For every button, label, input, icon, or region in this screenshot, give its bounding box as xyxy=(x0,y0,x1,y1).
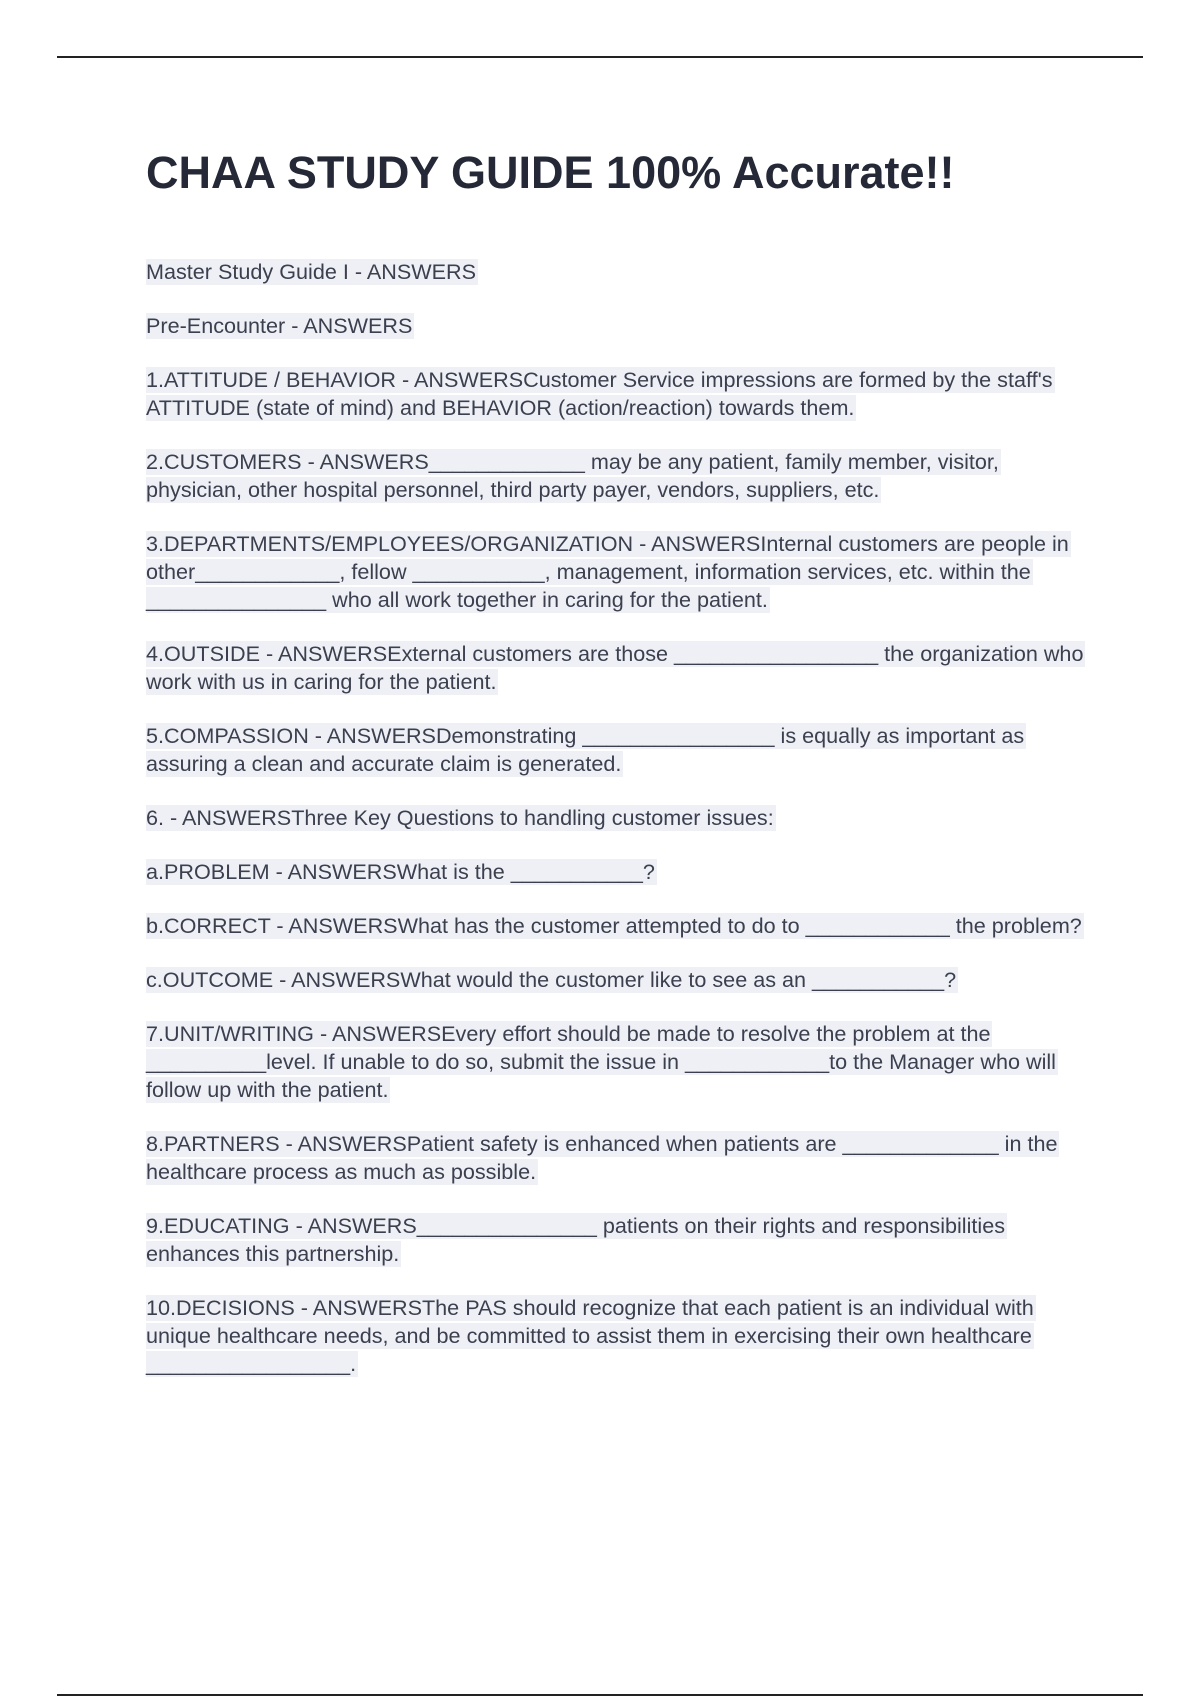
question-item xyxy=(146,858,1096,886)
paragraph-text: 2.CUSTOMERS - ANSWERS_____________ may be any patient, family member, visitor, physician, other hospital personnel, third party payer, vendors, suppliers, etc. xyxy=(146,449,999,502)
paragraph-text: 10.DECISIONS - ANSWERSThe PAS should recognize that each patient is an individual with unique healthcare needs, and be committed to assist them in exercising their own healthcare _________________. xyxy=(146,1295,1034,1376)
paragraph-text: 6. - ANSWERSThree Key Questions to handling customer issues: xyxy=(146,805,774,830)
page-title: CHAA STUDY GUIDE 100% Accurate!! xyxy=(146,147,955,198)
question-item xyxy=(146,804,1096,832)
paragraph-text: Master Study Guide I - ANSWERS xyxy=(146,259,477,284)
paragraph-text: 7.UNIT/WRITING - ANSWERSEvery effort should be made to resolve the problem at the __________level. If unable to do so, submit the issue in ____________to the Manager who will follow up with the patient. xyxy=(146,1021,1056,1102)
study-guide-heading xyxy=(146,258,1096,286)
paragraph-text: 4.OUTSIDE - ANSWERSExternal customers are those _________________ the organization who work with us in caring for the patient. xyxy=(146,641,1084,694)
question-item xyxy=(146,1212,1096,1268)
header-rule xyxy=(57,56,1143,58)
paragraph-text: 1.ATTITUDE / BEHAVIOR - ANSWERSCustomer Service impressions are formed by the staff's ATTITUDE (state of mind) and BEHAVIOR (action/reaction) towards them. xyxy=(146,367,1053,420)
paragraph-text: 3.DEPARTMENTS/EMPLOYEES/ORGANIZATION - ANSWERSInternal customers are people in other____________, fellow ___________, management, information services, etc. within the _______________ who all work together in caring for the patient. xyxy=(146,531,1069,612)
question-item xyxy=(146,448,1096,504)
question-item xyxy=(146,366,1096,422)
paragraph-text: 9.EDUCATING - ANSWERS_______________ patients on their rights and responsibilities enhances this partnership. xyxy=(146,1213,1006,1266)
question-item xyxy=(146,530,1096,614)
question-item xyxy=(146,966,1096,994)
question-item xyxy=(146,1294,1096,1378)
paragraph-text: c.OUTCOME - ANSWERSWhat would the customer like to see as an ___________? xyxy=(146,967,957,992)
footer-rule xyxy=(57,1694,1143,1696)
paragraph-text: 5.COMPASSION - ANSWERSDemonstrating ________________ is equally as important as assuring a clean and accurate claim is generated. xyxy=(146,723,1025,776)
paragraph-text: Pre-Encounter - ANSWERS xyxy=(146,313,413,338)
question-item xyxy=(146,1020,1096,1104)
question-item xyxy=(146,1130,1096,1186)
section-heading xyxy=(146,312,1096,340)
paragraph-text: 8.PARTNERS - ANSWERSPatient safety is enhanced when patients are _____________ in the healthcare process as much as possible. xyxy=(146,1131,1058,1184)
document-body xyxy=(146,138,1096,1404)
paragraph-text: a.PROBLEM - ANSWERSWhat is the ___________? xyxy=(146,859,655,884)
question-item xyxy=(146,640,1096,696)
question-item xyxy=(146,912,1096,940)
question-item xyxy=(146,722,1096,778)
paragraph-text: b.CORRECT - ANSWERSWhat has the customer attempted to do to ____________ the problem? xyxy=(146,913,1082,938)
